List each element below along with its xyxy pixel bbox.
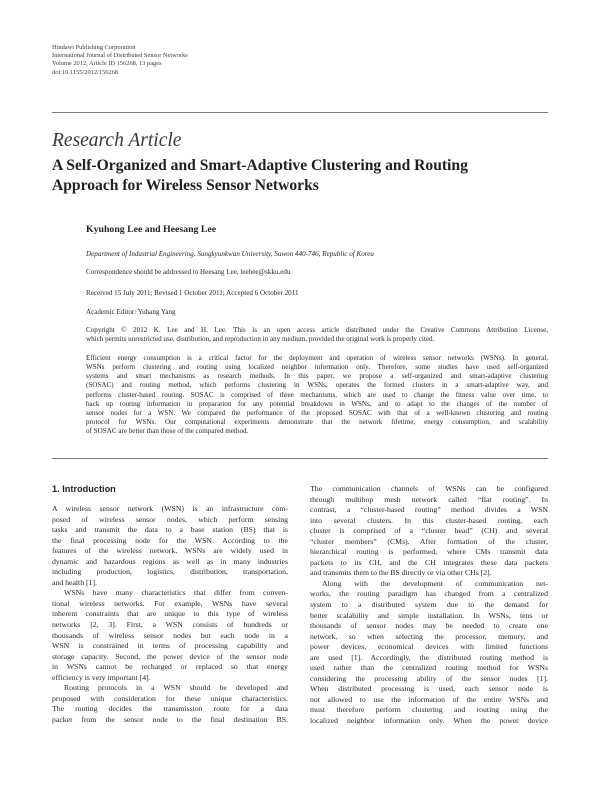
text-line: inherent constraints that are unique to this type of wireless	[52, 609, 288, 619]
abstract-line: performs cluster-based routing. SOSAC is comprised of three mechanisms, which are used to change the fitness value over time, to	[86, 390, 548, 399]
paragraph	[310, 484, 548, 579]
abstract-line: protocol for WSNs. Our computational experiments demonstrate that the network lifetime, energy consumption, and scalability	[86, 418, 548, 427]
text-line: contrast, a “cluster-based routing” method divides a WSN	[310, 505, 548, 515]
text-line: Routing protocols in a WSN should be developed and	[64, 683, 288, 693]
doi-line: doi:10.1155/2012/156268	[52, 68, 118, 76]
copyright-line: Copyright © 2012 K. Lee and H. Lee. This is an open access article distributed under the Creative Commons Attribution License,	[86, 326, 548, 334]
text-line: thousands of sensor nodes may be needed to create one	[310, 621, 548, 631]
authors: Kyuhong Lee and Heesang Lee	[86, 224, 217, 235]
header-rule	[52, 112, 548, 113]
text-line: The routing decides the transmission route for a data	[52, 704, 288, 714]
text-line: power devices, economical devices with limited functions	[310, 642, 548, 652]
text-line: used rather than the centralized routing method for WSNs	[310, 663, 548, 673]
dates: Received 15 July 2011; Revised 1 October 2011; Accepted 6 October 2011	[86, 289, 299, 297]
text-line: features of the wireless network, WSNs are widely used in	[52, 546, 288, 556]
right-column	[310, 484, 548, 727]
text-line: “cluster members” (CMs). After formation of the cluster,	[310, 536, 548, 546]
article-type: Research Article	[52, 130, 182, 151]
text-line: through multihop mesh network called “flat routing”. In	[310, 494, 548, 504]
text-line: localized neighbor information only. When the power device	[310, 716, 548, 726]
text-line: networks [2, 3]. First, a WSN consists of hundreds or	[52, 620, 288, 630]
text-line: packet from the sensor node to the final destination BS.	[52, 714, 288, 724]
text-line: storage capacity. Second, the power device of the sensor node	[52, 651, 288, 661]
text-line: and transmits them to the BS directly or via other CHs [2].	[310, 568, 492, 578]
title-line: A Self-Organized and Smart-Adaptive Clustering and Routing	[52, 157, 468, 174]
text-line: system to a distributed system due to the demand for	[310, 600, 548, 610]
text-line: works, the routing paradigm has changed from a centralized	[310, 589, 548, 599]
volume-line: Volume 2012, Article ID 156268, 13 pages	[52, 60, 162, 68]
text-line: in WSNs cannot be recharged or replaced so that energy	[52, 662, 288, 672]
abstract-line: sensor nodes for a WSN. We compared the performance of the proposed SOSAC with that of a well-known clustering and routing	[86, 408, 548, 417]
abstract	[86, 354, 548, 436]
paper-title	[52, 156, 552, 196]
abstract-line: WSNs perform clustering and routing using localized neighbor information only. Therefore, some studies have used self-organized	[86, 363, 548, 372]
text-line: WSNs have many characteristics that differ from conven-	[64, 588, 288, 598]
text-line: the final processing node for the WSN. According to the	[52, 535, 288, 545]
paragraph	[52, 588, 288, 683]
text-line: better scalability and simple installation. In WSNs, tens or	[310, 610, 548, 620]
text-line: including production, logistics, distribution, transportation,	[52, 567, 288, 577]
text-line: tasks and transmit the data to a base station (BS) that is	[52, 525, 288, 535]
text-line: hierarchical routing is performed, where CMs transmit data	[310, 547, 548, 557]
text-line: are used [1]. Accordingly, the distributed routing method is	[310, 652, 548, 662]
text-line: packets to its CH, and the CH integrates these data packets	[310, 557, 548, 567]
abstract-line: (SOSAC) and routing method, which performs clustering in WSNs, operates the formed clusters in a smart-adaptive way, and	[86, 381, 548, 390]
correspondence: Correspondence should be addressed to Heesang Lee, leehee@skku.edu	[86, 268, 291, 276]
text-line: and health [1].	[52, 577, 97, 587]
journal-name-line: International Journal of Distributed Sensor Networks	[52, 52, 188, 60]
affiliation: Department of Industrial Engineering, Sungkyunkwan University, Suwon 440-746, Republic of Korea	[86, 250, 374, 258]
text-line: efficiency is very important [4].	[52, 672, 151, 682]
title-line: Approach for Wireless Sensor Networks	[52, 177, 319, 194]
text-line: thousands of wireless sensor nodes but each node in a	[52, 630, 288, 640]
journal-header	[52, 44, 188, 77]
section-heading: 1. Introduction	[52, 484, 116, 494]
publisher-line: Hindawi Publishing Corporation	[52, 44, 136, 51]
academic-editor: Academic Editor: Yuhang Yang	[86, 308, 176, 316]
text-line: The communication channels of WSNs can be configured	[310, 484, 548, 493]
abstract-line: Efficient energy consumption is a critical factor for the deployment and operation of wireless sensor networks (WSNs). In general,	[86, 354, 548, 362]
text-line: cluster is comprised of a “cluster head” (CH) and several	[310, 526, 548, 536]
text-line: Along with the development of communication net-	[322, 578, 548, 588]
paragraph	[52, 683, 288, 725]
text-line: considering the processing ability of the sensor nodes [1].	[310, 673, 548, 683]
copyright-line: which permits unrestricted use, distribution, and reproduction in any medium, provided the original work is properly cited.	[86, 335, 435, 344]
left-column	[52, 484, 288, 725]
text-line: proposed with consideration for these unique characteristics.	[52, 693, 288, 703]
text-line: must therefore perform clustering and routing using the	[310, 705, 548, 715]
copyright	[86, 326, 548, 344]
abstract-line: systems and smart mechanisms as research methods. In this paper, we propose a self-organized and smart-adaptive clustering	[86, 372, 548, 381]
text-line: into several clusters. In this cluster-based routing, each	[310, 515, 548, 525]
abstract-rule	[52, 458, 548, 459]
abstract-line: of SOSAC are better than those of the compared method.	[86, 427, 249, 436]
text-line: tional wireless networks. For example, WSNs have several	[52, 598, 288, 608]
text-line: not allowed to use the information of the entire WSNs and	[310, 694, 548, 704]
text-line: A wireless sensor network (WSN) is an infrastructure com-	[52, 504, 288, 513]
text-line: When distributed processing is used, each sensor node is	[310, 684, 548, 694]
text-line: dynamic and hazardous regions as well as in many industries	[52, 556, 288, 566]
text-line: network, so when selecting the processor, memory, and	[310, 631, 548, 641]
paragraph	[310, 579, 548, 727]
text-line: WSN is constrained in terms of processing capability and	[52, 641, 288, 651]
text-line: posed of wireless sensor nodes, which perform sensing	[52, 514, 288, 524]
paragraph	[52, 504, 288, 588]
abstract-line: back up routing information in preparation for any potential breakdown in WSNs, and to adapt to the changes of the number of	[86, 399, 548, 408]
